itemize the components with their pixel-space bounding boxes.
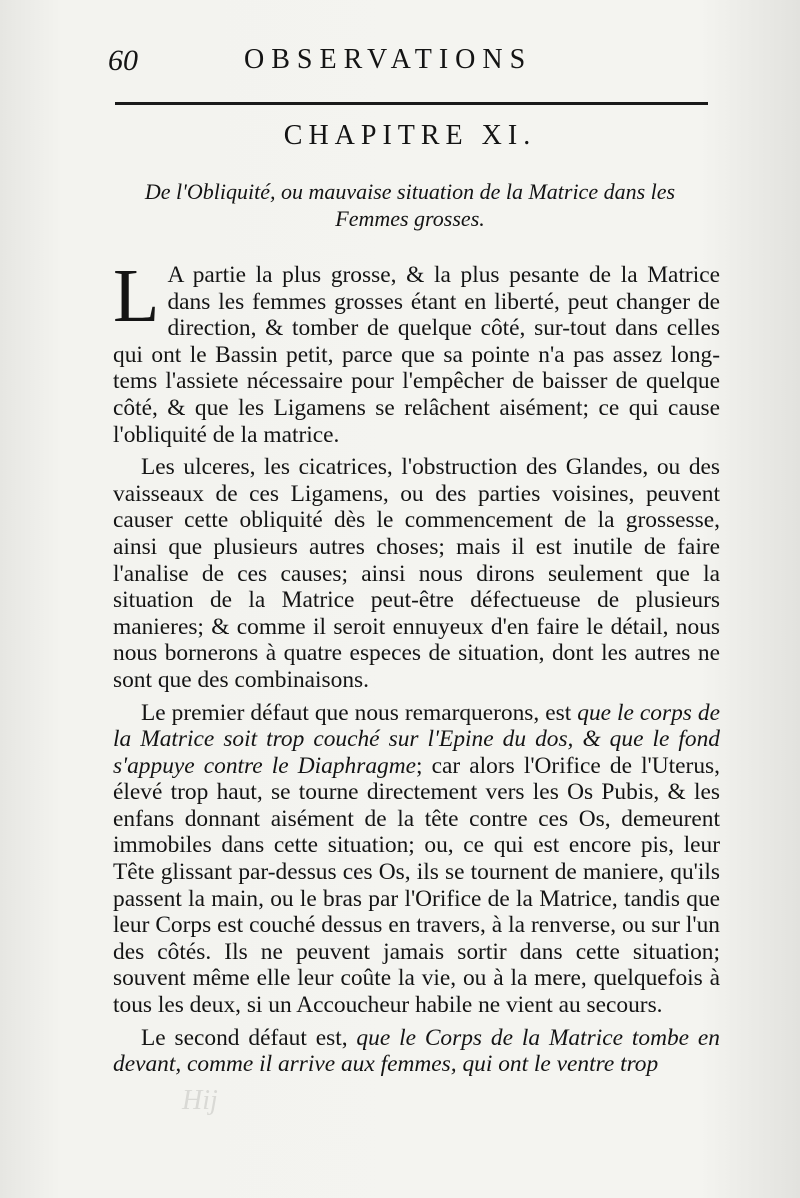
drop-cap: L (113, 254, 160, 338)
chapter-subtitle: De l'Obliquité, ou mauvaise situation de la Matrice dans les Femmes grosses. (144, 179, 676, 231)
paragraph-3-italic: que le corps de la Matrice soit trop couché sur l'Epine du dos, & que le fond s'appuye contre le Diaphragme (113, 699, 720, 779)
body-text (113, 254, 720, 1084)
header-rule (115, 102, 708, 105)
paragraph-4-lead: Le second défaut est, (141, 1024, 357, 1051)
paragraph-4 (113, 1025, 720, 1078)
paragraph-3 (113, 700, 720, 1019)
running-head (108, 42, 708, 82)
signature-mark: Hij (182, 1085, 218, 1116)
paragraph-3-rest: ; car alors l'Orifice de l'Uterus, élevé trop haut, se tourne directement vers les Os Pubis, & les enfans donnant aisément de la tête contre ces Os, demeurent immobiles dans cette situation; ou, ce qui est encore pis, leur Tête glissant par-dessus ces Os, ils se tournent de maniere, qu'ils passent la main, ou le bras par l'Orifice de la Matrice, tandis que leur Corps est couché dessus en travers, à la renverse, ou sur l'un des côtés. Ils ne peuvent jamais sortir dans cette situation; souvent même elle leur coûte la vie, ou à la mere, quelquefois à tous les deux, si un Accoucheur habile ne vient au secours. (113, 752, 720, 1019)
paragraph-1 (113, 254, 720, 448)
chapter-title: CHAPITRE XI. (283, 120, 537, 151)
running-title: OBSERVATIONS (244, 44, 533, 75)
paragraph-4-italic: que le Corps de la Matrice tombe en devant, comme il arrive aux femmes, qui ont le ventre trop (113, 1024, 720, 1078)
page-number: 60 (108, 44, 138, 77)
paragraph-3-lead: Le premier défaut que nous remarquerons, est (141, 699, 578, 726)
paragraph-1-text: A partie la plus grosse, & la plus pesante de la Matrice dans les femmes grosses étant en liberté, peut changer de direction, & tomber de quelque côté, sur-tout dans celles qui ont le Bassin petit, parce que sa pointe n'a pas assez long-tems l'assiete nécessaire pour l'empêcher de baisser de quelque côté, & que les Ligamens se relâchent aisément; ce qui cause l'obliquité de la matrice. (113, 262, 720, 448)
paragraph-2: Les ulceres, les cicatrices, l'obstruction des Glandes, ou des vaisseaux de ces Ligamens, ou des parties voisines, peuvent causer cette obliquité dès le commencement de la grossesse, ainsi que plusieurs autres choses; mais il est inutile de faire l'analise de ces causes; ainsi nous dirons seulement que la situation de la Matrice peut-être défectueuse de plusieurs manieres; & comme il seroit ennuyeux d'en faire le détail, nous nous bornerons à quatre especes de situation, dont les autres ne sont que des combinaisons. (113, 454, 720, 693)
